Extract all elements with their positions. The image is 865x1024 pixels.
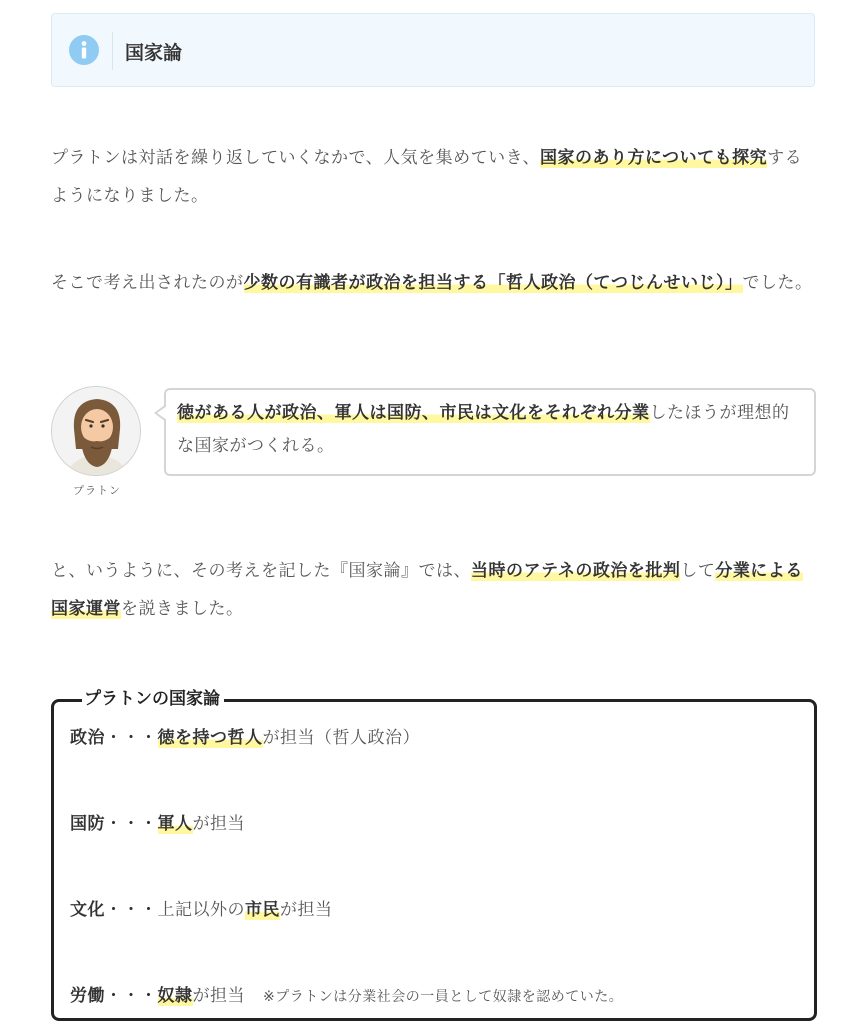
summary-row-labor [70,982,623,1011]
summary-rest: が担当 [192,986,245,1006]
summary-category: 労働 [70,986,105,1006]
info-box-title: 国家論 [125,42,183,64]
highlight-text: 少数の有識者が政治を担当する「哲人政治（てつじんせいじ）」 [243,273,743,293]
paragraph-text: そこで考え出されたのが [51,273,244,293]
paragraph-text: でした。 [742,273,813,293]
summary-highlight: 徳を持つ哲人 [157,728,263,748]
summary-row-culture [70,896,333,924]
summary-box [51,689,817,1021]
speech-plain-text: したほうが理想的な国家がつくれる。 [177,403,790,456]
highlight-text: 国家のあり方についても探究 [539,148,768,168]
paragraph-text: を説きました。 [121,599,244,619]
summary-rest: が担当 [192,814,245,834]
summary-dots: ・・・ [105,814,158,834]
speech-bubble [164,388,816,476]
summary-note: ※プラトンは分業社会の一員として奴隷を認めていた。 [263,989,624,1005]
summary-highlight: 市民 [245,900,280,920]
speech-text [177,397,802,463]
highlight-text: 徳がある人が政治、軍人は国防、市民は文化をそれぞれ分業 [177,403,650,423]
paragraph-2 [51,264,817,302]
summary-rest: が担当 [280,900,333,920]
summary-row-politics [70,724,420,752]
paragraph-text: と、いうように、その考えを記した『国家論』では、 [51,561,471,581]
info-divider [112,32,113,70]
summary-pre: 上記以外の [157,900,245,920]
summary-highlight: 奴隷 [157,986,193,1006]
paragraph-text: して [680,561,716,581]
paragraph-text: プラトンは対話を繰り返していくなかで、人気を集めていき、 [51,148,540,168]
paragraph-4 [51,552,817,628]
summary-category: 文化 [70,900,105,920]
summary-highlight: 軍人 [157,814,193,834]
highlight-text: 分業による国家運営 [51,561,803,619]
info-icon [69,35,99,65]
summary-row-defense [70,810,245,838]
speaker [51,386,143,498]
summary-dots: ・・・ [105,728,158,748]
summary-rest: が担当（哲人政治） [262,728,420,748]
highlight-text: 当時のアテネの政治を批判 [471,561,681,581]
summary-dots: ・・・ [105,986,158,1006]
info-box [51,13,815,87]
summary-dots: ・・・ [105,900,158,920]
paragraph-1 [51,139,817,215]
summary-title: プラトンの国家論 [82,686,224,712]
summary-category: 国防 [70,814,105,834]
paragraph-text: するようになりました。 [51,148,803,206]
plato-avatar-icon [51,386,141,476]
summary-category: 政治 [70,728,105,748]
speaker-name: プラトン [73,484,121,497]
